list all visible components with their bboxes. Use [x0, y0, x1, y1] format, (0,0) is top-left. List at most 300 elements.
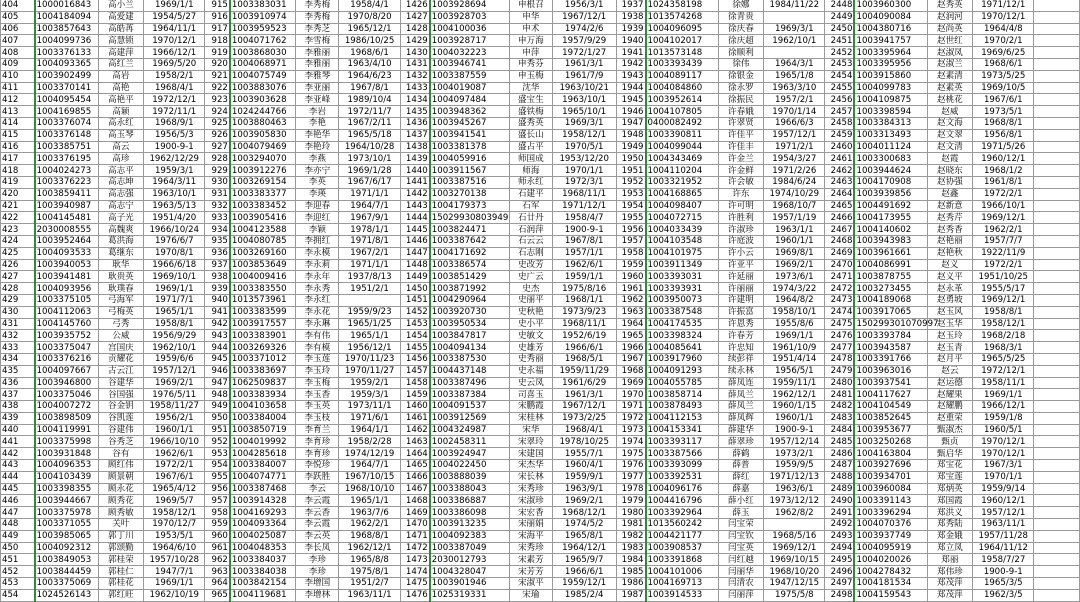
cell-seq-4[interactable]: 1973 — [616, 424, 646, 436]
cell-date-2[interactable]: 1959/2/1 — [339, 377, 400, 389]
cell-id-1[interactable]: 1003376148 — [35, 129, 99, 141]
cell-id-4[interactable]: 1003392964 — [646, 507, 719, 519]
cell-name-2[interactable]: 李有模 — [296, 342, 339, 354]
cell-id-1[interactable]: 1003375105 — [35, 294, 99, 306]
cell-id-3[interactable]: 1003901946 — [430, 578, 510, 590]
cell-name-1[interactable]: 耿贵英 — [98, 271, 143, 283]
cell-seq-5[interactable]: 2455 — [825, 82, 855, 94]
cell-id-1[interactable]: 1003398355 — [35, 483, 99, 495]
cell-empty[interactable] — [1034, 436, 1080, 448]
cell-name-2[interactable]: 李艳玲 — [296, 141, 339, 153]
cell-name-4[interactable]: 闫丽萍 — [718, 589, 763, 601]
cell-id-1[interactable]: 1004093956 — [35, 283, 99, 295]
cell-seq-5[interactable]: 2489 — [825, 483, 855, 495]
cell-date-1[interactable]: 1966/10/10 — [144, 436, 205, 448]
cell-row-number[interactable]: 446 — [1, 495, 35, 507]
cell-seq-3[interactable]: 1426 — [400, 0, 430, 11]
cell-name-4[interactable]: 许建明 — [718, 294, 763, 306]
cell-name-4[interactable]: 薛小红 — [718, 495, 763, 507]
cell-id-5[interactable]: 1004109875 — [854, 94, 927, 106]
cell-id-3[interactable]: 1003941541 — [430, 129, 510, 141]
cell-date-2[interactable]: 1951/2/7 — [339, 578, 400, 590]
cell-date-4[interactable]: 1973/2/1 — [764, 448, 825, 460]
cell-name-1[interactable]: 谷国强 — [98, 389, 143, 401]
cell-name-5[interactable]: 甄淑杰 — [927, 424, 972, 436]
cell-empty[interactable] — [1034, 0, 1080, 11]
cell-name-3[interactable]: 石军 — [509, 200, 552, 212]
cell-seq-2[interactable]: 948 — [205, 389, 230, 401]
cell-id-3[interactable]: 1003851429 — [430, 271, 510, 283]
cell-name-2[interactable]: 李增国 — [296, 578, 339, 590]
cell-date-1[interactable]: 1957/10/28 — [144, 554, 205, 566]
cell-name-5[interactable]: 赵文清 — [927, 141, 972, 153]
cell-name-1[interactable]: 顾景朝 — [98, 471, 143, 483]
cell-date-5[interactable]: 1968/3/1 — [973, 342, 1034, 354]
cell-empty[interactable] — [1034, 401, 1080, 413]
cell-id-3[interactable]: 15029930803949 — [431, 212, 509, 223]
cell-seq-4[interactable]: 1957 — [616, 235, 646, 247]
cell-row-number[interactable]: 450 — [1, 542, 35, 554]
cell-row-number[interactable]: 411 — [1, 82, 35, 94]
cell-date-1[interactable]: 1969/1/1 — [144, 0, 205, 11]
cell-row-number[interactable]: 424 — [1, 235, 35, 247]
cell-empty[interactable] — [1034, 448, 1080, 460]
cell-name-2[interactable]: 李迎红 — [296, 212, 339, 224]
cell-id-2[interactable]: 1003383031 — [230, 0, 296, 11]
cell-name-5[interactable]: 赵文海 — [927, 117, 972, 129]
cell-row-number[interactable]: 453 — [1, 578, 35, 590]
cell-row-number[interactable]: 437 — [1, 389, 35, 401]
cell-id-1[interactable]: 1003844459 — [35, 566, 99, 578]
cell-row-number[interactable]: 427 — [1, 271, 35, 283]
cell-seq-4[interactable]: 1966 — [616, 342, 646, 354]
cell-seq-4[interactable]: 1940 — [616, 35, 646, 47]
cell-seq-4[interactable]: 1949 — [616, 141, 646, 153]
cell-name-4[interactable]: 许会敏 — [718, 176, 763, 188]
cell-name-3[interactable]: 宋宏香 — [509, 507, 552, 519]
cell-date-4[interactable]: 1900-9-1 — [764, 424, 825, 436]
cell-name-3[interactable]: 申术 — [509, 23, 552, 35]
cell-id-1[interactable]: 1003375998 — [35, 436, 99, 448]
cell-id-4[interactable]: 1004421177 — [646, 530, 719, 542]
cell-date-5[interactable]: 1967/6/1 — [973, 94, 1034, 106]
cell-id-1[interactable]: 1004184094 — [35, 11, 99, 23]
cell-id-5[interactable]: 1004104549 — [854, 401, 927, 413]
cell-id-1[interactable]: 1004095454 — [35, 94, 99, 106]
cell-date-4[interactable]: 1959/11/1 — [764, 377, 825, 389]
cell-row-number[interactable]: 429 — [1, 294, 35, 306]
cell-row-number[interactable]: 447 — [1, 507, 35, 519]
cell-row-number[interactable]: 440 — [1, 424, 35, 436]
cell-row-number[interactable]: 422 — [1, 212, 35, 224]
cell-seq-2[interactable]: 965 — [205, 589, 230, 601]
cell-date-2[interactable]: 1967/2/11 — [339, 117, 400, 129]
cell-empty[interactable] — [1034, 247, 1080, 259]
cell-date-1[interactable]: 1970/12/7 — [144, 519, 205, 531]
cell-name-1[interactable]: 宫国庆 — [98, 342, 143, 354]
cell-id-3[interactable]: 1004094134 — [430, 342, 510, 354]
cell-seq-2[interactable]: 921 — [205, 70, 230, 82]
cell-name-4[interactable]: 徐振民 — [718, 94, 763, 106]
cell-date-1[interactable]: 1956/9/29 — [144, 330, 205, 342]
cell-id-1[interactable]: 1004092312 — [35, 542, 99, 554]
cell-seq-5[interactable]: 2470 — [825, 259, 855, 271]
cell-id-3[interactable]: 1004100036 — [430, 23, 510, 35]
cell-name-1[interactable]: 高志强 — [98, 188, 143, 200]
cell-name-4[interactable]: 薛翠珍 — [718, 436, 763, 448]
cell-id-5[interactable]: 1004159543 — [854, 589, 927, 601]
cell-id-4[interactable]: 1003393117 — [646, 436, 719, 448]
cell-empty[interactable] — [1034, 271, 1080, 283]
cell-seq-3[interactable]: 1430 — [400, 47, 430, 59]
cell-row-number[interactable]: 444 — [1, 471, 35, 483]
cell-date-1[interactable]: 1964/11/1 — [144, 23, 205, 35]
cell-date-2[interactable]: 1956/12/1 — [339, 342, 400, 354]
cell-empty[interactable] — [1034, 389, 1080, 401]
cell-seq-2[interactable]: 959 — [205, 519, 230, 531]
cell-empty[interactable] — [1034, 306, 1080, 318]
cell-seq-3[interactable]: 1471 — [400, 530, 430, 542]
cell-name-2[interactable]: 李玉枝 — [296, 412, 339, 424]
cell-id-5[interactable]: 1004095919 — [854, 542, 927, 554]
cell-empty[interactable] — [1034, 117, 1080, 129]
cell-date-2[interactable]: 1967/2/1 — [339, 247, 400, 259]
cell-name-2[interactable]: 李珍 — [296, 566, 339, 578]
cell-id-1[interactable]: 1003857643 — [35, 23, 99, 35]
cell-seq-5[interactable]: 2453 — [825, 58, 855, 70]
cell-name-3[interactable]: 盛占平 — [509, 141, 552, 153]
cell-seq-3[interactable]: 1442 — [400, 188, 430, 200]
cell-name-5[interactable]: 赵玉风 — [927, 306, 972, 318]
cell-seq-4[interactable]: 1951 — [616, 165, 646, 177]
cell-date-3[interactable]: 1974/2/6 — [552, 23, 616, 35]
cell-name-3[interactable]: 宋秀珍 — [509, 542, 552, 554]
cell-seq-2[interactable]: 954 — [205, 460, 230, 472]
cell-id-2[interactable]: 1004075749 — [230, 70, 296, 82]
cell-name-3[interactable]: 宋桂林 — [509, 412, 552, 424]
cell-id-4[interactable]: 1004055785 — [646, 377, 719, 389]
cell-date-2[interactable]: 1965/5/18 — [339, 129, 400, 141]
cell-date-4[interactable]: 1955/8/6 — [764, 318, 825, 330]
cell-date-1[interactable]: 1972/2/1 — [144, 460, 205, 472]
cell-date-3[interactable]: 1968/11/1 — [552, 318, 616, 330]
cell-id-5[interactable]: 1004099783 — [854, 82, 927, 94]
cell-seq-5[interactable]: 2474 — [825, 306, 855, 318]
cell-name-4[interactable]: 徐顺利 — [718, 47, 763, 59]
cell-seq-2[interactable]: 922 — [205, 82, 230, 94]
cell-name-5[interactable]: 赵云 — [927, 365, 972, 377]
cell-date-1[interactable]: 1969/10/1 — [144, 271, 205, 283]
cell-id-3[interactable]: 1003950534 — [430, 318, 510, 330]
cell-date-5[interactable]: 1966/10/1 — [973, 200, 1034, 212]
cell-name-4[interactable]: 许延丽 — [718, 271, 763, 283]
cell-id-4[interactable]: 1003950073 — [646, 294, 719, 306]
cell-id-2[interactable]: 1003880463 — [230, 117, 296, 129]
cell-date-2[interactable]: 1975/8/1 — [339, 566, 400, 578]
cell-empty[interactable] — [1034, 200, 1080, 212]
cell-date-2[interactable]: 1971/1/1 — [339, 188, 400, 200]
cell-date-5[interactable]: 1960/12/1 — [973, 153, 1034, 165]
cell-empty[interactable] — [1034, 188, 1080, 200]
cell-empty[interactable] — [1034, 566, 1080, 578]
cell-date-5[interactable]: 1967/3/1 — [973, 460, 1034, 472]
cell-name-4[interactable]: 徐伟 — [718, 58, 763, 70]
cell-seq-3[interactable]: 1454 — [400, 330, 430, 342]
cell-id-1[interactable]: 1024526143 — [35, 589, 99, 601]
cell-seq-2[interactable]: 935 — [205, 235, 230, 247]
cell-seq-4[interactable]: 1982 — [616, 530, 646, 542]
cell-seq-5[interactable]: 2490 — [825, 495, 855, 507]
cell-id-5[interactable]: 1003943587 — [854, 342, 927, 354]
cell-seq-2[interactable]: 943 — [205, 330, 230, 342]
cell-name-1[interactable]: 弓梅英 — [98, 306, 143, 318]
cell-date-2[interactable]: 1974/12/19 — [339, 448, 400, 460]
cell-id-4[interactable]: 1004072715 — [646, 212, 719, 224]
cell-date-2[interactable]: 1964/6/23 — [339, 70, 400, 82]
cell-seq-3[interactable]: 1434 — [400, 94, 430, 106]
cell-id-2[interactable]: 1003294070 — [230, 153, 296, 165]
cell-date-3[interactable]: 1963/9/1 — [552, 483, 616, 495]
cell-date-5[interactable]: 1968/1/2 — [973, 165, 1034, 177]
cell-date-3[interactable]: 1965/10/1 — [552, 106, 616, 118]
cell-name-3[interactable]: 宋长林 — [509, 471, 552, 483]
cell-name-4[interactable]: 徐银金 — [718, 70, 763, 82]
cell-date-2[interactable]: 1978/1/1 — [339, 224, 400, 236]
cell-name-1[interactable]: 谷建伟 — [98, 424, 143, 436]
cell-seq-2[interactable]: 920 — [205, 58, 230, 70]
cell-seq-4[interactable]: 1963 — [616, 306, 646, 318]
cell-seq-2[interactable]: 927 — [205, 141, 230, 153]
cell-id-4[interactable]: 1003858714 — [646, 389, 719, 401]
cell-date-1[interactable]: 1947/7/1 — [144, 566, 205, 578]
cell-seq-5[interactable]: 2458 — [825, 117, 855, 129]
cell-name-4[interactable]: 许胜利 — [718, 212, 763, 224]
cell-id-4[interactable]: 1003390811 — [646, 129, 719, 141]
cell-id-4[interactable]: 1003908537 — [646, 542, 719, 554]
cell-id-2[interactable]: 1004119681 — [230, 589, 296, 601]
cell-empty[interactable] — [1034, 353, 1080, 365]
cell-id-1[interactable]: 1004145481 — [35, 212, 99, 224]
cell-id-3[interactable]: 1003928703 — [430, 11, 510, 23]
cell-date-5[interactable]: 1972/2/1 — [973, 259, 1034, 271]
cell-id-1[interactable]: 1003849053 — [35, 554, 99, 566]
cell-id-3[interactable]: 1004092383 — [430, 530, 510, 542]
cell-seq-3[interactable]: 1474 — [400, 566, 430, 578]
cell-date-2[interactable]: 1968/6/1 — [339, 47, 400, 59]
cell-name-1[interactable]: 谷有 — [98, 448, 143, 460]
cell-name-5[interactable]: 赵玉玲 — [927, 330, 972, 342]
cell-name-2[interactable]: 李跃胜 — [296, 471, 339, 483]
cell-name-5[interactable]: 赵勇坡 — [927, 294, 972, 306]
cell-empty[interactable] — [1034, 224, 1080, 236]
cell-date-2[interactable]: 1965/8/8 — [339, 554, 400, 566]
cell-name-2[interactable]: 李玉梅 — [296, 377, 339, 389]
cell-seq-2[interactable]: 928 — [205, 153, 230, 165]
cell-seq-3[interactable]: 1440 — [400, 165, 430, 177]
cell-date-3[interactable]: 1985/2/4 — [552, 589, 616, 601]
cell-id-1[interactable]: 1004103439 — [35, 471, 99, 483]
cell-date-1[interactable]: 1958/11/27 — [144, 401, 205, 413]
cell-date-1[interactable]: 1960/1/1 — [144, 424, 205, 436]
cell-empty[interactable] — [1034, 165, 1080, 177]
cell-date-4[interactable] — [764, 519, 825, 531]
cell-date-3[interactable]: 1957/9/29 — [552, 35, 616, 47]
cell-date-3[interactable]: 1956/3/1 — [552, 0, 616, 11]
cell-name-4[interactable]: 许金鲜 — [718, 165, 763, 177]
cell-id-2[interactable]: 1003868030 — [230, 47, 296, 59]
cell-id-4[interactable]: 1004107805 — [646, 106, 719, 118]
cell-name-3[interactable]: 宋丽娟 — [509, 519, 552, 531]
cell-seq-4[interactable]: 1968 — [616, 365, 646, 377]
cell-row-number[interactable]: 421 — [1, 200, 35, 212]
cell-empty[interactable] — [1034, 58, 1080, 70]
cell-id-2[interactable]: 1003384007 — [230, 460, 296, 472]
cell-row-number[interactable]: 410 — [1, 70, 35, 82]
cell-date-5[interactable]: 1972/2/1 — [973, 188, 1034, 200]
cell-name-2[interactable]: 李雅丽 — [296, 47, 339, 59]
cell-id-4[interactable]: 1004085641 — [646, 342, 719, 354]
cell-id-2[interactable]: 1003842154 — [230, 578, 296, 590]
cell-name-3[interactable]: 宋建国 — [509, 448, 552, 460]
cell-row-number[interactable]: 426 — [1, 259, 35, 271]
cell-id-3[interactable]: 1003948362 — [430, 106, 510, 118]
cell-id-5[interactable]: 1004011124 — [854, 141, 927, 153]
cell-seq-5[interactable]: 2472 — [825, 283, 855, 295]
cell-id-3[interactable]: 1003386887 — [430, 495, 510, 507]
cell-name-1[interactable]: 高珍 — [98, 153, 143, 165]
cell-seq-3[interactable]: 1458 — [400, 377, 430, 389]
cell-date-5[interactable]: 1972/12/1 — [973, 365, 1034, 377]
cell-date-5[interactable]: 1969/12/1 — [973, 294, 1034, 306]
cell-seq-5[interactable]: 2456 — [825, 94, 855, 106]
cell-date-2[interactable]: 1973/10/1 — [339, 153, 400, 165]
cell-seq-5[interactable]: 2477 — [825, 342, 855, 354]
cell-seq-5[interactable]: 2454 — [825, 70, 855, 82]
cell-date-4[interactable]: 1962/10/1 — [764, 35, 825, 47]
cell-name-4[interactable]: 闫宝钦 — [718, 530, 763, 542]
cell-id-5[interactable]: 1004117627 — [854, 389, 927, 401]
cell-date-2[interactable]: 1937/8/13 — [339, 271, 400, 283]
cell-name-5[interactable]: 赵秀芹 — [927, 212, 972, 224]
cell-name-2[interactable]: 李玉玲 — [296, 365, 339, 377]
cell-row-number[interactable]: 428 — [1, 283, 35, 295]
cell-id-5[interactable]: 1003398594 — [854, 106, 927, 118]
cell-id-1[interactable]: 1003371055 — [35, 519, 99, 531]
cell-seq-2[interactable]: 929 — [205, 165, 230, 177]
cell-date-5[interactable]: 1961/8/1 — [973, 176, 1034, 188]
cell-id-4[interactable]: 1004169713 — [646, 578, 719, 590]
cell-seq-5[interactable]: 2495 — [825, 554, 855, 566]
cell-name-4[interactable]: 薛红 — [718, 471, 763, 483]
cell-name-5[interactable]: 郑宝花 — [927, 460, 972, 472]
cell-name-1[interactable]: 高子光 — [98, 212, 143, 224]
cell-name-3[interactable]: 史杰 — [509, 283, 552, 295]
cell-id-2[interactable]: 1003383452 — [230, 200, 296, 212]
cell-name-2[interactable]: 李亦宁 — [296, 165, 339, 177]
cell-seq-2[interactable]: 949 — [205, 401, 230, 413]
cell-date-5[interactable]: 1969/10/5 — [973, 82, 1034, 94]
cell-name-3[interactable]: 宋素芳 — [509, 554, 552, 566]
cell-id-1[interactable]: 1003376133 — [35, 47, 99, 59]
cell-date-5[interactable]: 1966/12/1 — [973, 401, 1034, 413]
cell-seq-2[interactable]: 955 — [205, 471, 230, 483]
cell-id-4[interactable]: 1004098407 — [646, 200, 719, 212]
cell-date-1[interactable]: 1965/1/1 — [144, 306, 205, 318]
cell-seq-5[interactable]: 2471 — [825, 271, 855, 283]
cell-seq-3[interactable]: 1438 — [400, 141, 430, 153]
cell-date-4[interactable]: 1963/6/1 — [764, 483, 825, 495]
cell-id-5[interactable]: 1004173955 — [854, 212, 927, 224]
cell-date-3[interactable]: 1968/5/1 — [552, 353, 616, 365]
cell-row-number[interactable]: 408 — [1, 47, 35, 59]
cell-name-3[interactable]: 申萍 — [509, 47, 552, 59]
cell-seq-3[interactable]: 1465 — [400, 460, 430, 472]
cell-row-number[interactable]: 419 — [1, 176, 35, 188]
cell-seq-2[interactable]: 923 — [205, 94, 230, 106]
cell-name-5[interactable]: 甄贞 — [927, 436, 972, 448]
cell-seq-2[interactable]: 931 — [205, 188, 230, 200]
cell-empty[interactable] — [1034, 11, 1080, 23]
cell-id-1[interactable]: 1003859411 — [35, 188, 99, 200]
cell-date-5[interactable]: 1969/12/1 — [973, 212, 1034, 224]
cell-date-1[interactable]: 1958/2/1 — [144, 70, 205, 82]
cell-date-2[interactable]: 1959/9/23 — [339, 306, 400, 318]
cell-id-3[interactable]: 1004059916 — [430, 153, 510, 165]
cell-seq-3[interactable]: 1463 — [400, 436, 430, 448]
cell-id-3[interactable]: 1003387496 — [430, 377, 510, 389]
cell-name-3[interactable]: 师国成 — [509, 153, 552, 165]
cell-name-5[interactable]: 赵尚英 — [927, 23, 972, 35]
cell-date-5[interactable]: 1960/12/1 — [973, 495, 1034, 507]
cell-id-5[interactable]: 1003273455 — [854, 283, 927, 295]
cell-id-4[interactable]: 1004033439 — [646, 224, 719, 236]
cell-id-3[interactable]: 1003920730 — [430, 306, 510, 318]
cell-id-1[interactable]: 1003940987 — [35, 200, 99, 212]
cell-name-5[interactable]: 郑金娥 — [927, 530, 972, 542]
cell-seq-5[interactable]: 2484 — [825, 424, 855, 436]
cell-date-1[interactable]: 1900-9-1 — [144, 141, 205, 153]
cell-name-3[interactable]: 石云云 — [509, 235, 552, 247]
cell-seq-4[interactable]: 1946 — [616, 106, 646, 118]
cell-name-2[interactable]: 李玉英 — [296, 401, 339, 413]
cell-date-1[interactable]: 1953/5/1 — [144, 530, 205, 542]
cell-id-1[interactable]: 1003385751 — [35, 141, 99, 153]
cell-seq-3[interactable]: 1436 — [400, 117, 430, 129]
cell-date-1[interactable]: 1964/6/10 — [144, 542, 205, 554]
cell-date-4[interactable]: 1969/1/1 — [764, 330, 825, 342]
cell-id-1[interactable]: 1003940053 — [35, 259, 99, 271]
cell-date-4[interactable]: 1962/8/2 — [764, 507, 825, 519]
cell-date-1[interactable]: 1969/5/20 — [144, 58, 205, 70]
cell-name-2[interactable]: 李悦珍 — [296, 460, 339, 472]
cell-id-5[interactable]: 1003395964 — [854, 47, 927, 59]
cell-id-4[interactable]: 1004112153 — [646, 412, 719, 424]
cell-date-3[interactable]: 1969/3/1 — [552, 117, 616, 129]
cell-seq-3[interactable]: 1452 — [400, 306, 430, 318]
cell-id-1[interactable]: 1004097667 — [35, 365, 99, 377]
cell-id-2[interactable]: 1003387468 — [230, 483, 296, 495]
cell-id-3[interactable]: 1003888039 — [430, 471, 510, 483]
cell-seq-2[interactable]: 956 — [205, 483, 230, 495]
cell-id-1[interactable]: 1004119991 — [35, 424, 99, 436]
cell-id-1[interactable]: 1000016843 — [35, 0, 99, 11]
cell-id-3[interactable]: 1025319331 — [430, 589, 510, 601]
cell-name-3[interactable]: 师永红 — [509, 176, 552, 188]
cell-id-3[interactable]: 1003387516 — [430, 176, 510, 188]
cell-date-1[interactable]: 1970/8/1 — [144, 247, 205, 259]
cell-seq-5[interactable]: 2467 — [825, 224, 855, 236]
cell-seq-5[interactable]: 2493 — [825, 530, 855, 542]
